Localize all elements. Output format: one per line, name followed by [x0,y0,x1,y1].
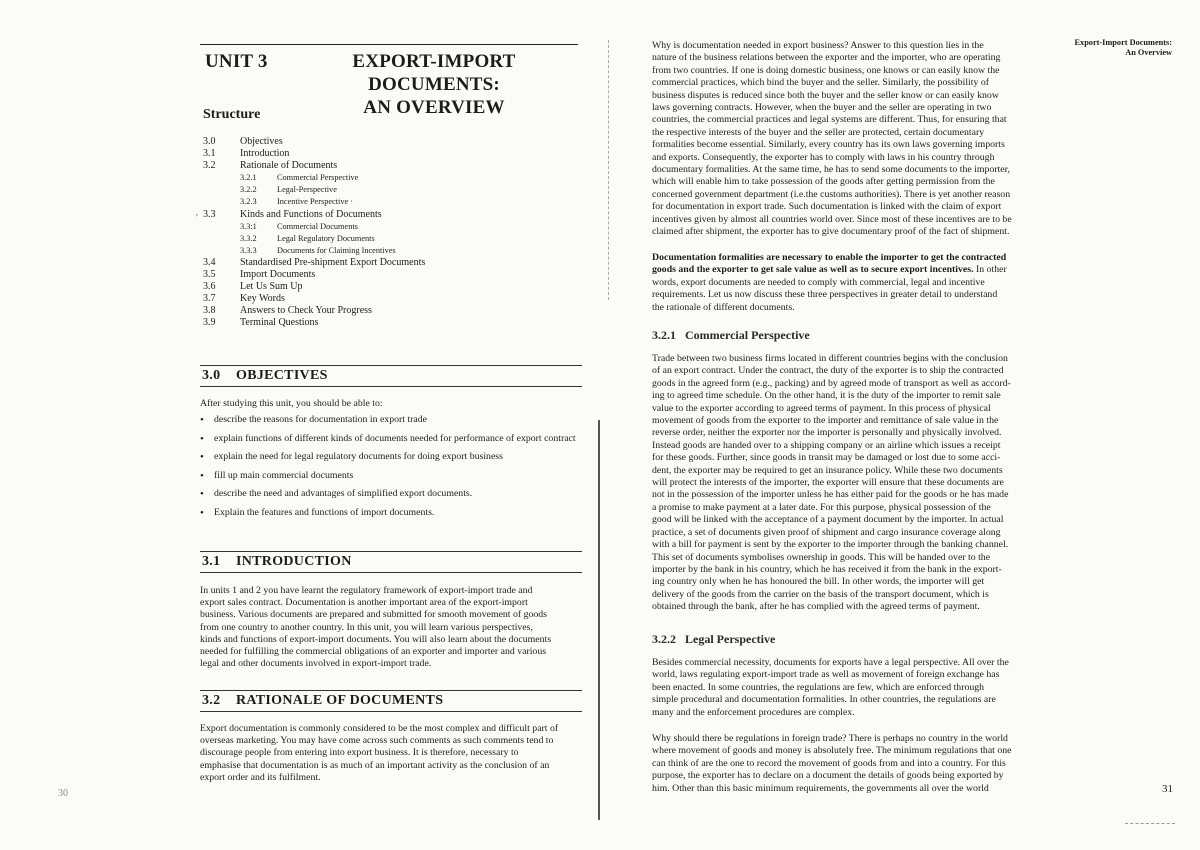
text-line: documentary formalities. At the same time, he has to send some documents to the importer, [652,164,1010,176]
toc-entry-text: Objectives [240,136,283,147]
running-header-line2: An Overview [1125,48,1172,57]
text-line: which will enable him to take possession of the goods after getting permission from the [652,176,995,188]
unit-title-line2: AN OVERVIEW [363,97,505,118]
toc-entry-text: Standardised Pre-shipment Export Documents [240,256,426,268]
toc-entry [203,305,583,317]
right-paragraph-2-rest: In other [973,264,1007,276]
legal-number: 3.2.2 [652,632,676,646]
right-paragraph-2-bold-line2: goods and the exporter to get sale value as well as to secure export incentives. [652,264,974,276]
toc-entry [203,221,583,233]
text-line: needed for fulfilling the commercial obligations of an exporter and importer and various [200,646,547,658]
toc-entry-number: 3.5 [203,269,216,281]
toc-entry-number: 3.2 [203,160,216,172]
page-number-left: 30 [58,788,68,799]
right-paragraph-2-bold-line1: Documentation formalities are necessary to enable the importer to get the contracted [652,252,1007,263]
toc-entry [203,172,583,184]
objective-text: describe the reasons for documentation in export trade [214,414,428,425]
introduction-paragraph [200,585,590,670]
text-line: where movement of goods and money is absolutely free. The minimum regulations that one [652,745,1012,757]
text-line: This set of documents symbolises ownership in goods. This will be handed over to the [652,551,991,563]
toc-entry-number: 3.0 [203,136,216,147]
legal-perspective-heading [652,632,775,647]
unit-number: UNIT 3 [205,51,268,72]
right-paragraph-1 [652,40,1042,239]
text-line: concerned government department (i.e.the customs authorities). There is yet another reason [652,188,1011,200]
introduction-number: 3.1 [202,554,221,569]
objective-item [200,433,580,445]
toc-entry [203,281,583,293]
objectives-title: OBJECTIVES [236,368,328,383]
text-line: dent, the exporter may be required to get an insurance policy. While these two documents [652,464,1003,476]
text-line: ing to agreed time schedule. On the other hand, it is the duty of the importer to remit sale [652,390,1001,402]
objectives-number: 3.0 [202,368,221,383]
toc-entry-number: 3.1 [203,148,216,160]
toc-entry [203,317,583,329]
toc-entry-number: 3.2.1 [240,173,257,183]
rationale-paragraph [200,723,590,784]
toc-entry [203,293,583,305]
text-line: for these goods. Further, since goods in transit may be damaged or lost due to some acci- [652,452,1001,464]
toc-entry [203,245,583,257]
text-line: laws governing contracts. However, when the buyer and the seller are operating in two [652,102,992,114]
running-header-line1: Export-Import Documents: [1074,38,1172,47]
text-line: legal and other documents involved in export-import trade. [200,658,432,670]
rationale-heading [200,690,582,712]
text-line: a promise to make payment at a later date. For this purpose, physical possession of the [652,501,991,513]
introduction-heading [200,551,582,573]
toc-entry-number: 3.9 [203,317,216,329]
text-line: value to the exporter according to agreed terms of payment. In this process of physical [652,402,991,414]
page-number-right: 31 [1162,783,1173,795]
toc-entry-number: 3.7 [203,293,216,305]
text-line: discourage people from entering into export business. It is therefore, necessary to [200,747,519,759]
text-line: for documentation in export trade. Such documentation is linked with the claim of export [652,201,1002,213]
objective-item [200,470,580,482]
toc-entry-text: Let Us Sum Up [240,281,303,293]
text-line: Trade between two business firms located in different countries begins with the conclusion [652,353,1008,364]
objective-text: Explain the features and functions of import documents. [214,506,435,518]
toc-entry-number: 3.8 [203,305,216,317]
commercial-number: 3.2.1 [652,328,676,342]
toc-entry-number: 3.4 [203,256,216,268]
toc-entry-text: Documents for Claiming Incentives [277,245,396,255]
structure-heading: Structure [203,107,261,122]
objective-text: describe the need and advantages of simplified export documents. [214,488,473,499]
objective-text: explain functions of different kinds of documents needed for performance of export contract [214,432,576,444]
bullet-icon: • [200,506,204,519]
text-line: and exports. Consequently, the exporter has to comply with laws in his country through [652,151,995,163]
toc-entry-text: Terminal Questions [240,317,319,329]
text-line: ing country only when he has honoured the bill. In other words, the importer will get [652,576,985,588]
toc-entry-number: 3.3.3 [240,245,257,255]
toc-entry-text: Commercial Perspective [277,173,359,183]
text-line: good will be linked with the acceptance of a payment document by the importer. In actual [652,514,1004,526]
text-line: of an export contract. Under the contract, the duty of the exporter is to ship the contracted [652,365,1004,377]
toc-entry-text: Legal Regulatory Documents [277,233,375,243]
text-line: business. Various documents are prepared and submitted for smooth movement of goods [200,609,547,621]
running-header [1040,38,1172,58]
text-line: nature of the business relations between the exporter and the importer, who are operating [652,52,1001,64]
scan-mark: ' [196,213,198,224]
objective-item [200,451,580,463]
text-line: will protect the interests of the importer, the exporter will ensure that these documents are [652,477,1004,489]
bullet-icon: • [200,432,204,445]
objectives-heading [200,365,582,387]
text-line: words, export documents are needed to comply with commercial, legal and incentive [652,276,985,288]
unit-title-rule [200,44,578,45]
toc-entry [203,233,583,245]
introduction-title: INTRODUCTION [236,554,352,569]
toc-entry-text: Rationale of Documents [240,160,338,172]
bullet-icon: • [200,469,204,482]
text-line: Instead goods are handed over to a shipping company or an airline which issues a receipt [652,439,1001,451]
toc-entry-text: Kinds and Functions of Documents [240,208,382,220]
toc-entry [203,148,583,160]
text-line: purpose, the exporter has to declare on a document the details of goods being exported by [652,770,1004,782]
text-line: from one country to another country. In this unit, you will learn various perspectives, [200,621,533,633]
text-line: reverse order, neither the exporter nor the importer is personally and physically involved. [652,427,1002,439]
toc-entry [203,209,583,221]
text-line: obtained through the bank, after he has complied with the agreed terms of payment. [652,601,980,613]
toc-entry-text: Introduction [240,148,290,160]
toc-entry-text: Key Words [240,293,285,305]
rationale-number: 3.2 [202,693,221,708]
objectives-list [200,414,580,525]
toc-entry-text: Import Documents [240,269,316,281]
text-line: formalities become essential. Similarly, every country has its own laws governing imports [652,139,1005,151]
text-line: with a bill for payment is sent by the exporter to the importer through the banking channel. [652,539,1009,551]
commercial-title: Commercial Perspective [685,328,810,342]
legal-perspective-paragraph-1 [652,657,1047,719]
text-line: many and the enforcement procedures are complex. [652,706,855,718]
toc-entry [203,257,583,269]
objective-text: fill up main commercial documents [214,469,354,481]
toc-entry-number: 3.3 [203,208,216,220]
text-line: In units 1 and 2 you have learnt the regulatory framework of export-import trade and [200,585,533,596]
right-paragraph-2 [652,252,1047,314]
objective-item [200,507,580,519]
bullet-icon: • [200,451,204,463]
toc-entry-number: 3.6 [203,281,216,293]
toc-entry [203,196,583,208]
objective-text: explain the need for legal regulatory documents for doing export business [214,451,503,462]
text-line: emphasise that documentation is as much of an important activity as the conclusion of an [200,759,550,771]
text-line: been enacted. In some countries, the regulations are few, which are enforced through [652,681,985,693]
legal-title: Legal Perspective [685,632,776,646]
rationale-title: RATIONALE OF DOCUMENTS [236,693,444,708]
text-line: practice, a set of documents given proof of shipment and cargo insurance coverage along [652,526,1001,538]
toc-entry-number: 3.3.2 [240,233,257,243]
table-of-contents [203,136,583,330]
legal-perspective-paragraph-2 [652,733,1047,795]
toc-entry [203,184,583,196]
text-line: Why is documentation needed in export business? Answer to this question lies in the [652,40,984,51]
text-line: export order and its fulfilment. [200,771,321,783]
text-line: movement of goods from the exporter to the importer and remittance of sale value in the [652,415,999,427]
commercial-perspective-paragraph [652,353,1047,614]
bullet-icon: • [200,488,204,500]
text-line: from two countries. If one is doing domestic business, one knows or can easily know the [652,64,1000,76]
text-line: export sales contract. Documentation is another important area of the export-import [200,597,528,609]
objective-item [200,414,580,426]
text-line: him. Other than this basic minimum requirements, the governments all over the world [652,782,989,794]
toc-entry-text: Commercial Documents [277,221,358,231]
toc-entry-number: 3.2.3 [240,197,257,207]
text-line: overseas marketing. You may have come across such comments as such comments tend to [200,735,554,747]
text-line: Export documentation is commonly considered to be the most complex and difficult part of [200,723,559,734]
text-line: simple procedural and documentation formalities. In other countries, the regulations are [652,694,996,706]
text-line: not in the possession of the importer unless he has either paid for the goods or he has made [652,489,1009,501]
text-line: kinds and functions of export-import documents. You will also learn about the documents [200,633,552,645]
gutter-line [598,420,600,820]
text-line: the rationale of different documents. [652,301,795,313]
text-line: can think of are the one to record the movement of goods from and into a country. For this [652,757,1006,769]
text-line: countries, the commercial practices and legal systems are different. Thus, for ensuring that [652,114,1007,126]
toc-entry-number: 3.2.2 [240,185,257,195]
objective-item [200,488,580,500]
text-line: incentives given by almost all countries world over. Since most of these incentives are to be [652,213,1012,225]
unit-title [205,50,585,119]
toc-entry-text: Legal-Perspective [277,185,337,195]
toc-entry [203,160,583,172]
unit-title-line1: EXPORT-IMPORT DOCUMENTS: [352,51,516,95]
text-line: commercial practices, which bind the buyer and the seller. Similarly, the possibility of [652,77,989,89]
text-line: business disputes is reduced since both the buyer and the seller know or can easily know [652,89,999,101]
text-line: Why should there be regulations in foreign trade? There is perhaps no country in the world [652,733,1008,744]
text-line: the respective interests of the buyer and the seller are protected, certain documentary [652,126,985,138]
toc-entry [203,269,583,281]
toc-entry-text: Answers to Check Your Progress [240,305,372,317]
bottom-dash [1125,823,1175,824]
commercial-perspective-heading [652,328,810,343]
text-line: claimed after shipment, the exporter has to give documentary proof of the fact of shipment. [652,226,1010,238]
text-line: world, laws regulating export-import trade as well as movement of foreign exchange has [652,669,1000,681]
toc-entry-number: 3.3:1 [240,221,257,231]
bullet-icon: • [200,414,204,426]
text-line: delivery of the goods from the carrier on the basis of the transport document, which is [652,588,989,600]
toc-entry-text: Incentive Perspective · [277,197,354,207]
text-line: importer by the bank in his country, which he has received it from the bank in the export- [652,563,1002,575]
objectives-intro: After studying this unit, you should be able to: [200,398,383,409]
toc-entry [203,136,583,148]
text-line: goods in the agreed form (e.g., packing) and by agreed mode of transport as well as accord- [652,377,1011,389]
text-line: requirements. Let us now discuss these three perspectives in greater detail to understand [652,289,998,301]
text-line: Besides commercial necessity, documents for exports have a legal perspective. All over the [652,657,1009,668]
